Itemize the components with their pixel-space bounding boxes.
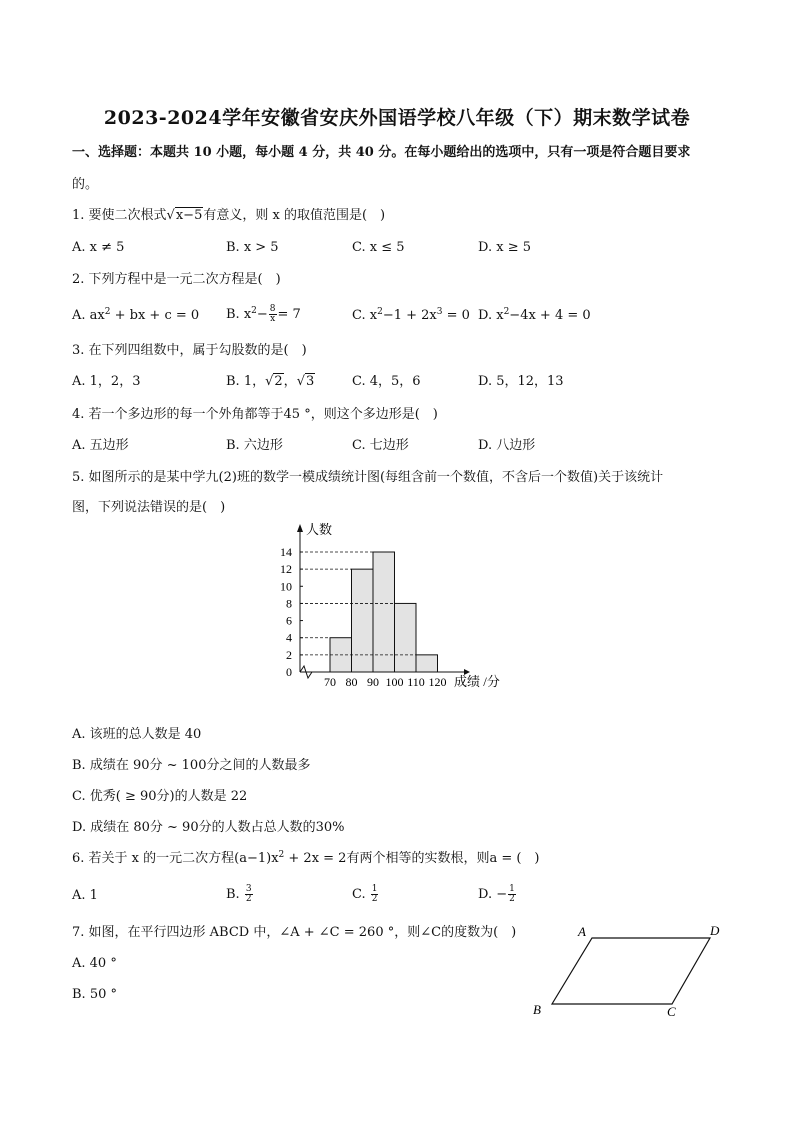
question-3-stem: 3. 在下列四组数中，属于勾股数的是( ) bbox=[72, 343, 307, 358]
x-tick-label: 100 bbox=[385, 675, 404, 689]
q3-option-a[interactable]: A. 1，2，3 bbox=[72, 374, 141, 389]
histogram-bar bbox=[395, 603, 417, 672]
q2-option-c[interactable]: C. $x^2-1 + 2x^3 = 0$ bbox=[352, 307, 470, 323]
y-tick-label: 8 bbox=[286, 596, 292, 611]
histogram-bar bbox=[373, 552, 395, 672]
q1-option-b[interactable]: B. x > 5 bbox=[226, 240, 279, 255]
section-heading-cont: 的。 bbox=[72, 177, 99, 192]
q7-option-a[interactable]: A. 40 ° bbox=[72, 956, 117, 971]
page-title: 2023-2024学年安徽省安庆外国语学校八年级（下）期末数学试卷 bbox=[103, 107, 691, 129]
q6-option-b[interactable]: B. $\frac{3}{2}$ bbox=[226, 884, 252, 904]
y-tick-label: 6 bbox=[286, 613, 292, 628]
y-axis-arrow bbox=[297, 524, 303, 532]
radicand: x−5 bbox=[175, 208, 203, 223]
q4-option-c[interactable]: C. 七边形 bbox=[352, 438, 409, 453]
vertex-label-c: C bbox=[667, 1004, 676, 1019]
q3-option-c[interactable]: C. 4，5，6 bbox=[352, 374, 421, 389]
question-5-stem: 5. 如图所示的是某中学九(2)班的数学一模成绩统计图(每组含前一个数值，不含后一个数值)关于该统计 bbox=[72, 470, 664, 485]
vertex-label-a: A bbox=[578, 924, 586, 939]
question-5-stem-cont: 图，下列说法错误的是( ) bbox=[72, 500, 226, 515]
q4-option-a[interactable]: A. 五边形 bbox=[72, 438, 129, 453]
y-tick-label: 12 bbox=[280, 562, 292, 577]
x-tick-label: 110 bbox=[407, 675, 425, 689]
parallelogram-figure bbox=[528, 918, 728, 1024]
question-7-stem: 7. 如图，在平行四边形 ABCD 中，∠A + ∠C = 260 °，则∠C的度数为( ) bbox=[72, 925, 517, 940]
vertex-label-b: B bbox=[533, 1002, 541, 1017]
x-tick-label: 120 bbox=[428, 675, 447, 689]
y-tick-label: 4 bbox=[286, 630, 292, 645]
question-2-stem: 2. 下列方程中是一元二次方程是( ) bbox=[72, 272, 281, 287]
x-axis-label: 成绩 /分 bbox=[454, 674, 500, 689]
q3-option-d[interactable]: D. 5，12，13 bbox=[478, 374, 564, 389]
q2-option-d[interactable]: D. $x^2-4x + 4 = 0$ bbox=[478, 307, 591, 323]
parallelogram-abcd bbox=[552, 938, 710, 1004]
q5-option-a[interactable]: A. 该班的总人数是 40 bbox=[72, 727, 202, 742]
q2-option-a[interactable]: A. $ax^2$ + bx + c = 0 bbox=[72, 307, 200, 323]
q1-option-a[interactable]: A. x ≠ 5 bbox=[72, 240, 125, 255]
y-tick-label: 0 bbox=[286, 665, 292, 679]
y-tick-label: 10 bbox=[280, 579, 292, 594]
y-tick-label: 14 bbox=[280, 545, 292, 559]
q4-option-d[interactable]: D. 八边形 bbox=[478, 438, 536, 453]
question-4-stem: 4. 若一个多边形的每一个外角都等于45 °，则这个多边形是( ) bbox=[72, 407, 438, 422]
q7-option-b[interactable]: B. 50 ° bbox=[72, 987, 117, 1002]
histogram-bar bbox=[416, 655, 438, 672]
q6-option-c[interactable]: C. $\frac{1}{2}$ bbox=[352, 884, 378, 904]
q3-option-b[interactable]: B. 1，√2，√3 bbox=[226, 374, 315, 389]
question-6-stem: 6. 若关于 x 的一元二次方程$(a-1)x^2 + 2x = 2$有两个相等的实数根，则a = ( ) bbox=[72, 850, 540, 866]
radical-sign: √ bbox=[166, 208, 175, 223]
q1-option-d[interactable]: D. x ≥ 5 bbox=[478, 240, 531, 255]
x-tick-label: 80 bbox=[345, 675, 358, 689]
section-heading: 一、选择题：本题共 10 小题，每小题 4 分，共 40 分。在每小题给出的选项中，只有一项是符合题目要求 bbox=[72, 145, 691, 160]
histogram-bar bbox=[352, 569, 374, 672]
x-tick-label: 90 bbox=[367, 675, 379, 689]
question-1-stem: 1. 要使二次根式√x−5有意义，则 x 的取值范围是( ) bbox=[72, 208, 386, 223]
q4-option-b[interactable]: B. 六边形 bbox=[226, 438, 283, 453]
q2-option-b[interactable]: B. $x^2-$ $\frac{8}{x}$ = 7 bbox=[226, 304, 301, 324]
y-axis-label: 人数 bbox=[306, 522, 333, 537]
q5-option-b[interactable]: B. 成绩在 90分 ~ 100分之间的人数最多 bbox=[72, 758, 311, 773]
x-tick-label: 70 bbox=[324, 675, 336, 689]
vertex-label-d: D bbox=[710, 923, 720, 938]
q6-option-a[interactable]: A. 1 bbox=[72, 888, 98, 903]
score-histogram bbox=[270, 518, 530, 698]
y-tick-label: 2 bbox=[286, 647, 292, 662]
q5-option-c[interactable]: C. 优秀( ≥ 90分)的人数是 22 bbox=[72, 789, 248, 804]
q5-option-d[interactable]: D. 成绩在 80分 ~ 90分的人数占总人数的30% bbox=[72, 820, 345, 835]
q6-option-d[interactable]: D. − $\frac{1}{2}$ bbox=[478, 884, 515, 904]
q1-option-c[interactable]: C. x ≤ 5 bbox=[352, 240, 405, 255]
